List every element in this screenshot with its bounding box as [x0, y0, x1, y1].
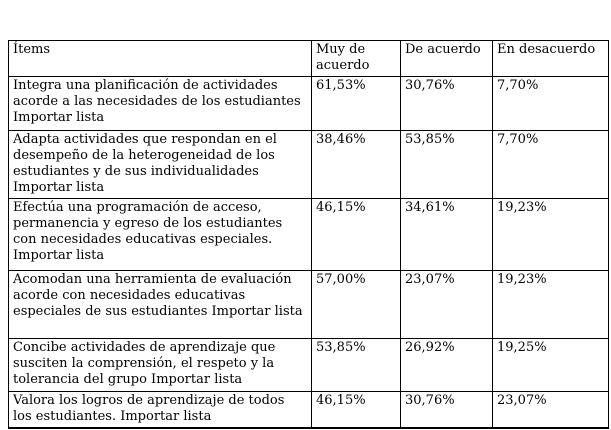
muy-de-acuerdo-cell: 46,15% — [312, 392, 401, 429]
item-cell: Efectúa una programación de acceso, permanencia y egreso de los estudiantes con necesidades educativas especiales. Importar lista — [9, 199, 312, 271]
en-desacuerdo-cell: 7,70% — [493, 131, 609, 199]
table-header — [9, 41, 609, 77]
survey-results-table — [8, 40, 609, 429]
en-desacuerdo-cell: 19,23% — [493, 271, 609, 339]
column-header-items: Ítems — [9, 41, 312, 77]
column-header-de-acuerdo: De acuerdo — [401, 41, 493, 77]
de-acuerdo-cell: 30,76% — [401, 77, 493, 131]
table-row — [9, 77, 609, 131]
de-acuerdo-cell: 30,76% — [401, 392, 493, 429]
table-row — [9, 392, 609, 429]
item-cell: Integra una planificación de actividades acorde a las necesidades de los estudiantes Importar lista — [9, 77, 312, 131]
column-header-muy-de-acuerdo: Muy de acuerdo — [312, 41, 401, 77]
en-desacuerdo-cell: 23,07% — [493, 392, 609, 429]
muy-de-acuerdo-cell: 61,53% — [312, 77, 401, 131]
table-row — [9, 271, 609, 339]
document-table-region — [8, 40, 609, 429]
de-acuerdo-cell: 23,07% — [401, 271, 493, 339]
de-acuerdo-cell: 53,85% — [401, 131, 493, 199]
column-header-en-desacuerdo: En desacuerdo — [493, 41, 609, 77]
en-desacuerdo-cell: 19,25% — [493, 339, 609, 392]
item-cell: Adapta actividades que respondan en el desempeño de la heterogeneidad de los estudiantes y de sus individualidades Importar lista — [9, 131, 312, 199]
item-cell: Valora los logros de aprendizaje de todos los estudiantes. Importar lista — [9, 392, 312, 429]
muy-de-acuerdo-cell: 57,00% — [312, 271, 401, 339]
table-row — [9, 131, 609, 199]
de-acuerdo-cell: 34,61% — [401, 199, 493, 271]
muy-de-acuerdo-cell: 53,85% — [312, 339, 401, 392]
header-row — [9, 41, 609, 77]
table-row — [9, 339, 609, 392]
table-body — [9, 77, 609, 429]
item-cell: Acomodan una herramienta de evaluación acorde con necesidades educativas especiales de sus estudiantes Importar lista — [9, 271, 312, 339]
en-desacuerdo-cell: 19,23% — [493, 199, 609, 271]
de-acuerdo-cell: 26,92% — [401, 339, 493, 392]
en-desacuerdo-cell: 7,70% — [493, 77, 609, 131]
muy-de-acuerdo-cell: 46,15% — [312, 199, 401, 271]
table-row — [9, 199, 609, 271]
item-cell: Concibe actividades de aprendizaje que susciten la comprensión, el respeto y la tolerancia del grupo Importar lista — [9, 339, 312, 392]
muy-de-acuerdo-cell: 38,46% — [312, 131, 401, 199]
